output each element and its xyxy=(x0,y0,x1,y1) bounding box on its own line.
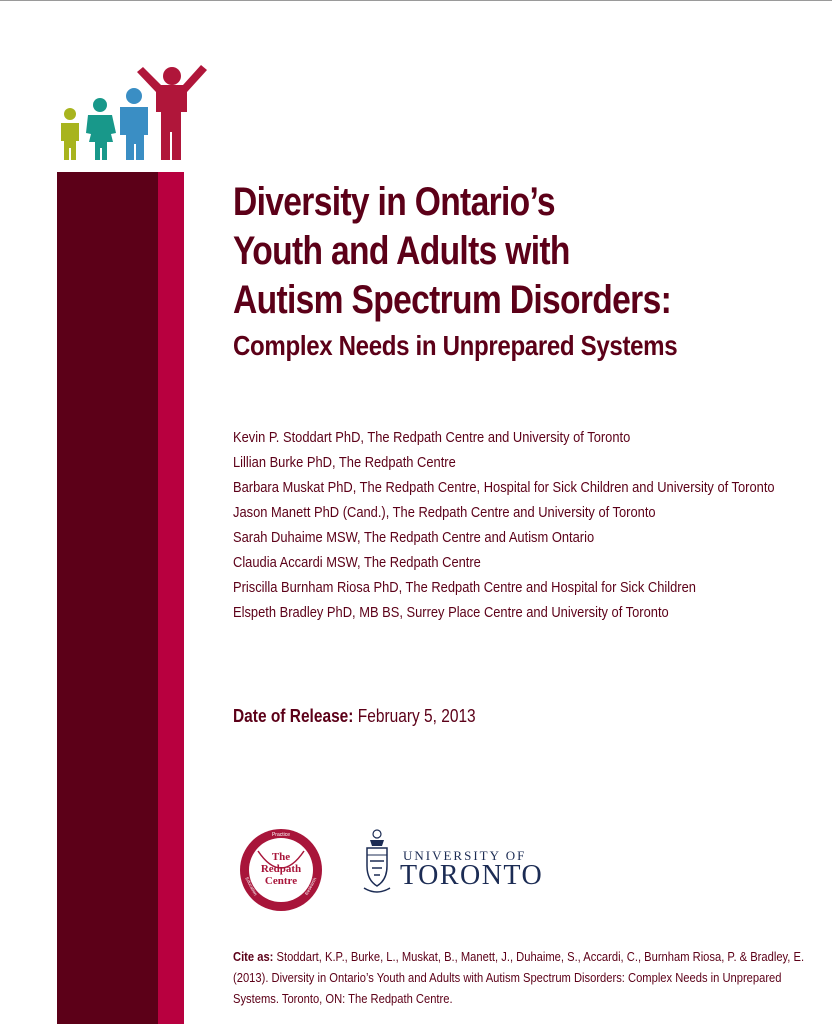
author-item: Priscilla Burnham Riosa PhD, The Redpath Centre and Hospital for Sick Children xyxy=(233,579,696,596)
report-title xyxy=(233,178,813,364)
author-item: Jason Manett PhD (Cand.), The Redpath Centre and University of Toronto xyxy=(233,504,656,521)
figure-teal-icon xyxy=(86,98,116,160)
side-bar-red xyxy=(158,172,184,1024)
author-list xyxy=(233,425,823,625)
release-label: Date of Release: xyxy=(233,706,354,726)
figure-lime-icon xyxy=(61,108,79,160)
seal-ring-right: Research xyxy=(303,876,318,896)
seal-ring-left: Education xyxy=(244,876,259,897)
people-figures-icon xyxy=(54,62,214,166)
top-rule xyxy=(0,0,832,1)
release-value: February 5, 2013 xyxy=(357,706,476,726)
redpath-centre-seal-icon xyxy=(238,827,324,913)
seal-word-1: The xyxy=(271,851,291,863)
title-line-1: Diversity in Ontario’s xyxy=(233,180,555,224)
title-line-3: Autism Spectrum Disorders: xyxy=(233,278,672,322)
author-item: Kevin P. Stoddart PhD, The Redpath Centre and University of Toronto xyxy=(233,429,631,446)
report-subtitle: Complex Needs in Unprepared Systems xyxy=(233,330,678,361)
release-date xyxy=(233,706,476,727)
citation-line-3: Systems. Toronto, ON: The Redpath Centre. xyxy=(233,991,453,1006)
seal-word-2: Redpath xyxy=(260,863,302,875)
citation xyxy=(233,946,805,1009)
author-item: Barbara Muskat PhD, The Redpath Centre, Hospital for Sick Children and University of Toronto xyxy=(233,479,775,496)
university-crest-icon xyxy=(362,828,392,894)
figure-blue-icon xyxy=(120,88,148,160)
side-bar-dark xyxy=(57,172,158,1024)
citation-label: Cite as: xyxy=(233,949,274,964)
citation-line-1 xyxy=(233,946,805,967)
citation-line-2: (2013). Diversity in Ontario’s Youth and Adults with Autism Spectrum Disorders: Complex Needs in Unprepared xyxy=(233,970,782,985)
uoft-logo xyxy=(362,828,562,898)
uoft-university-of: UNIVERSITY OF xyxy=(403,848,527,863)
author-item: Claudia Accardi MSW, The Redpath Centre xyxy=(233,554,481,571)
seal-ring-top: Practice xyxy=(271,832,291,838)
author-item: Lillian Burke PhD, The Redpath Centre xyxy=(233,454,456,471)
title-line-2: Youth and Adults with xyxy=(233,229,570,273)
seal-word-3: Centre xyxy=(264,875,298,887)
citation-text-1: Stoddart, K.P., Burke, L., Muskat, B., Manett, J., Duhaime, S., Accardi, C., Burnham Riosa, P. & Bradley, E. xyxy=(276,949,805,964)
uoft-toronto: TORONTO xyxy=(400,860,544,891)
author-item: Sarah Duhaime MSW, The Redpath Centre and Autism Ontario xyxy=(233,529,595,546)
author-item: Elspeth Bradley PhD, MB BS, Surrey Place Centre and University of Toronto xyxy=(233,604,669,621)
